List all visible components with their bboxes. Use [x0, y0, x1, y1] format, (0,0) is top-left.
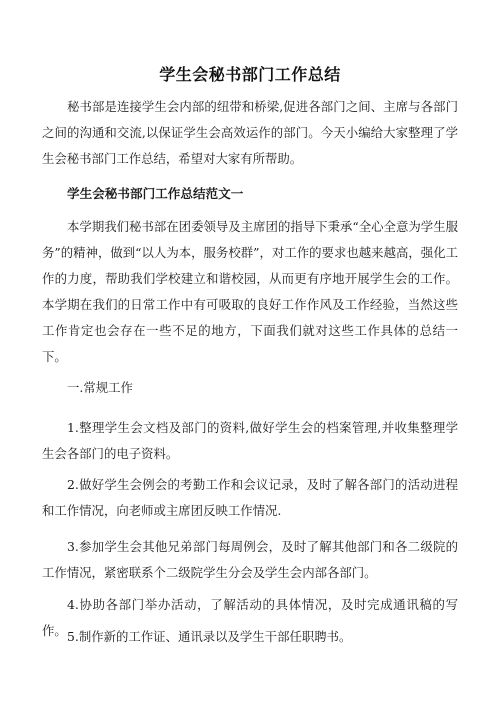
intro-paragraph: 秘书部是连接学生会内部的纽带和桥梁,促进各部门之间、主席与各部门之间的沟通和交流,以保证学生会高效运作的部门。今天小编给大家整理了学生会秘书部门工作总结，希望对大家有所帮助。: [42, 99, 458, 166]
list-item-3: 3.参加学生会其他兄弟部门每周例会，及时了解其他部门和各二级院的工作情况，紧密联系个二级院学生分会及学生会内部各部门。: [42, 539, 458, 580]
list-item-2: 2.做好学生会例会的考勤工作和会议记录，及时了解各部门的活动进程和工作情况，向老师或主席团反映工作情况.: [42, 477, 458, 518]
list-item-5: 5.制作新的工作证、通讯录以及学生干部任职聘书。: [67, 629, 352, 644]
list-item-1: 1.整理学生会文档及部门的资料,做好学生会的档案管理,并收集整理学生会各部门的电子资料。: [42, 420, 458, 461]
section-heading: 学生会秘书部门工作总结范文一: [67, 186, 244, 201]
list-item-4: 4.协助各部门举办活动，了解活动的具体情况，及时完成通讯稿的写作。: [42, 597, 458, 638]
list-heading: 一.常规工作: [67, 380, 133, 395]
document-title: 学生会秘书部门工作总结: [159, 65, 341, 84]
body-paragraph: 本学期我们秘书部在团委领导及主席团的指导下秉承“全心全意为学生服务”的精神，做到“以人为本，服务校群”，对工作的要求也越来越高，强化工作的力度，帮助我们学校建立和谐校园，从而更有序地开展学生会的工作。本学期在我们的日常工作中有可吸取的良好工作作风及工作经验，当然这些工作肯定也会存在一些不足的地方，下面我们就对这些工作具体的总结一下。: [42, 219, 458, 364]
